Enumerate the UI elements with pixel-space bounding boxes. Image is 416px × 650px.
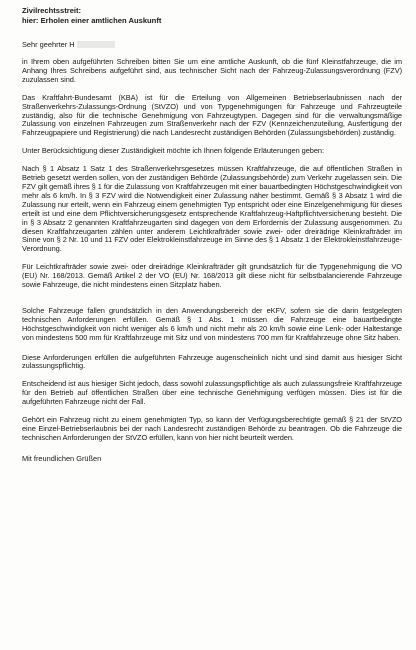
closing-line: Mit freundlichen Grüßen bbox=[22, 453, 102, 463]
paragraph-request: in Ihrem oben aufgeführten Schreiben bitten Sie um eine amtliche Auskunft, ob die fünf Kleinstfahrzeuge, die im Anhang Ihres Schreibens aufgeführt sind, aus technischer Sicht nach der Fahrzeug-Zulassungsverordnung (FZV) zuzulassen sind. bbox=[22, 57, 402, 84]
paragraph-technical-approval: Entscheidend ist aus hiesiger Sicht jedoch, dass sowohl zulassungspflichtige als auch zulassungsfreie Kraftfahrzeuge für den Betrieb auf öffentlichen Straßen über eine technische Genehmigung verfügen müssen. Dies ist für die aufgeführten Fahrzeuge nicht der Fall. bbox=[22, 379, 402, 407]
paragraph-eu-regulation: Für Leichtkrafträder sowie zwei- oder dreirädrige Kleinkrafträder gilt grundsätzlich für die Typgenehmigung die VO (EU) Nr. 168/2013. Gemäß Artikel 2 der VO (EU) Nr. 168/2013 gilt diese nicht für selbstbalancierende Fahrzeuge sowie Fahrzeuge, die nicht mindestens einen Sitzplatz haben. bbox=[22, 262, 402, 290]
salutation-text: Sehr geehrter H bbox=[22, 40, 75, 49]
paragraph-individual-approval: Gehört ein Fahrzeug nicht zu einem genehmigten Typ, so kann der Verfügungsberechtigte gemäß § 21 der StVZO eine Einzel-Betriebserlaubnis bei der nach Landesrecht zuständigen Behörde zu beantragen. Ob die Fahrzeuge die technischen Anforderungen der StVZO erfüllen, kann von hier nicht beurteilt werden. bbox=[22, 415, 402, 442]
subject-line-2: hier: Erholen einer amtlichen Auskunft bbox=[22, 16, 162, 25]
paragraph-ekfv-requirements: Solche Fahrzeuge fallen grundsätzlich in den Anwendungsbereich der eKFV, sofern sie die darin festgelegten technischen Anforderungen erfüllen. Gemäß § 1 Abs. 1 müssen die Fahrzeuge eine bauartbedingte Höchstgeschwindigkeit von nicht weniger als 6 km/h und nicht mehr als 20 km/h sowie eine Lenk- oder Haltestange von mindestens 500 mm für Kraftfahrzeuge mit Sitz und von mindestens 700 mm für Kraftfahrzeuge ohne Sitz haben. bbox=[22, 305, 402, 342]
salutation-line bbox=[22, 40, 402, 50]
letter-subject bbox=[22, 6, 402, 26]
subject-line-1: Zivilrechtsstreit: bbox=[22, 6, 82, 15]
paragraph-kba-responsibility: Das Kraftfahrt-Bundesamt (KBA) ist für die Erteilung von Allgemeinen Betriebserlaubnissen nach der Straßenverkehrs-Zulassungs-Ordnung (StVZO) und von Typgenehmigungen für Fahrzeuge und Fahrzeugteile zuständig, also für die technische Genehmigung von Fahrzeugtypen. Dagegen sind für die verwaltungsmäßige Zulassung von einzelnen Fahrzeugen zum Straßenverkehr nach der FZV (Kennzeichenzuteilung, Ausfertigung der Fahrzeugpapiere und Registrierung) die nach Landesrecht zuständigen Behörden (Zulassungsbehörden) zuständig. bbox=[22, 92, 402, 138]
redacted-name bbox=[77, 41, 115, 48]
paragraph-intro-explanation: Unter Berücksichtigung dieser Zuständigkeit möchte ich Ihnen folgende Erläuterungen geben: bbox=[22, 146, 324, 156]
paragraph-fzv-registration: Nach § 1 Absatz 1 Satz 1 des Straßenverkehrsgesetzes müssen Kraftfahrzeuge, die auf öffentlichen Straßen in Betrieb gesetzt werden sollen, von der zuständigen Behörde (Zulassungsbehörde) zum Verkehr zugelassen sein. Die FZV gilt gemäß ihres § 1 für die Zulassung von Kraftfahrzeugen mit einer bauartbedingten Höchstgeschwindigkeit von mehr als 6 km/h. In § 3 FZV wird die Notwendigkeit einer Zulassung näher bestimmt. Gemäß § 3 Absatz 1 wird die Zulassung nur erteilt, wenn ein Fahrzeug einem genehmigten Typ entspricht oder eine Einzelgenehmigung für dieses erteilt ist und eine dem Pflichtversicherungsgesetz entsprechende Kraftfahrzeug-Haftpflichtversicherung besteht. Die in § 3 Absatz 2 genannten Kraftfahrzeugarten sind dagegen von dem Erfordernis der Zulassung ausgenommen. Zu diesen Kraftfahrzeugarten zählen unter anderem Leichtkrafträder sowie zwei- oder dreirädrige Kleinkrafträder im Sinne von § 2 Nr. 10 und 11 FZV oder Elektrokleinstfahrzeuge im Sinne des § 1 Absatz 1 der Elektrokleinstfahrzeuge-Verordnung. bbox=[22, 164, 402, 254]
paragraph-registration-required: Diese Anforderungen erfüllen die aufgeführten Fahrzeuge augenscheinlich nicht und sind damit aus hiesiger Sicht zulassungspflichtig. bbox=[22, 352, 402, 371]
